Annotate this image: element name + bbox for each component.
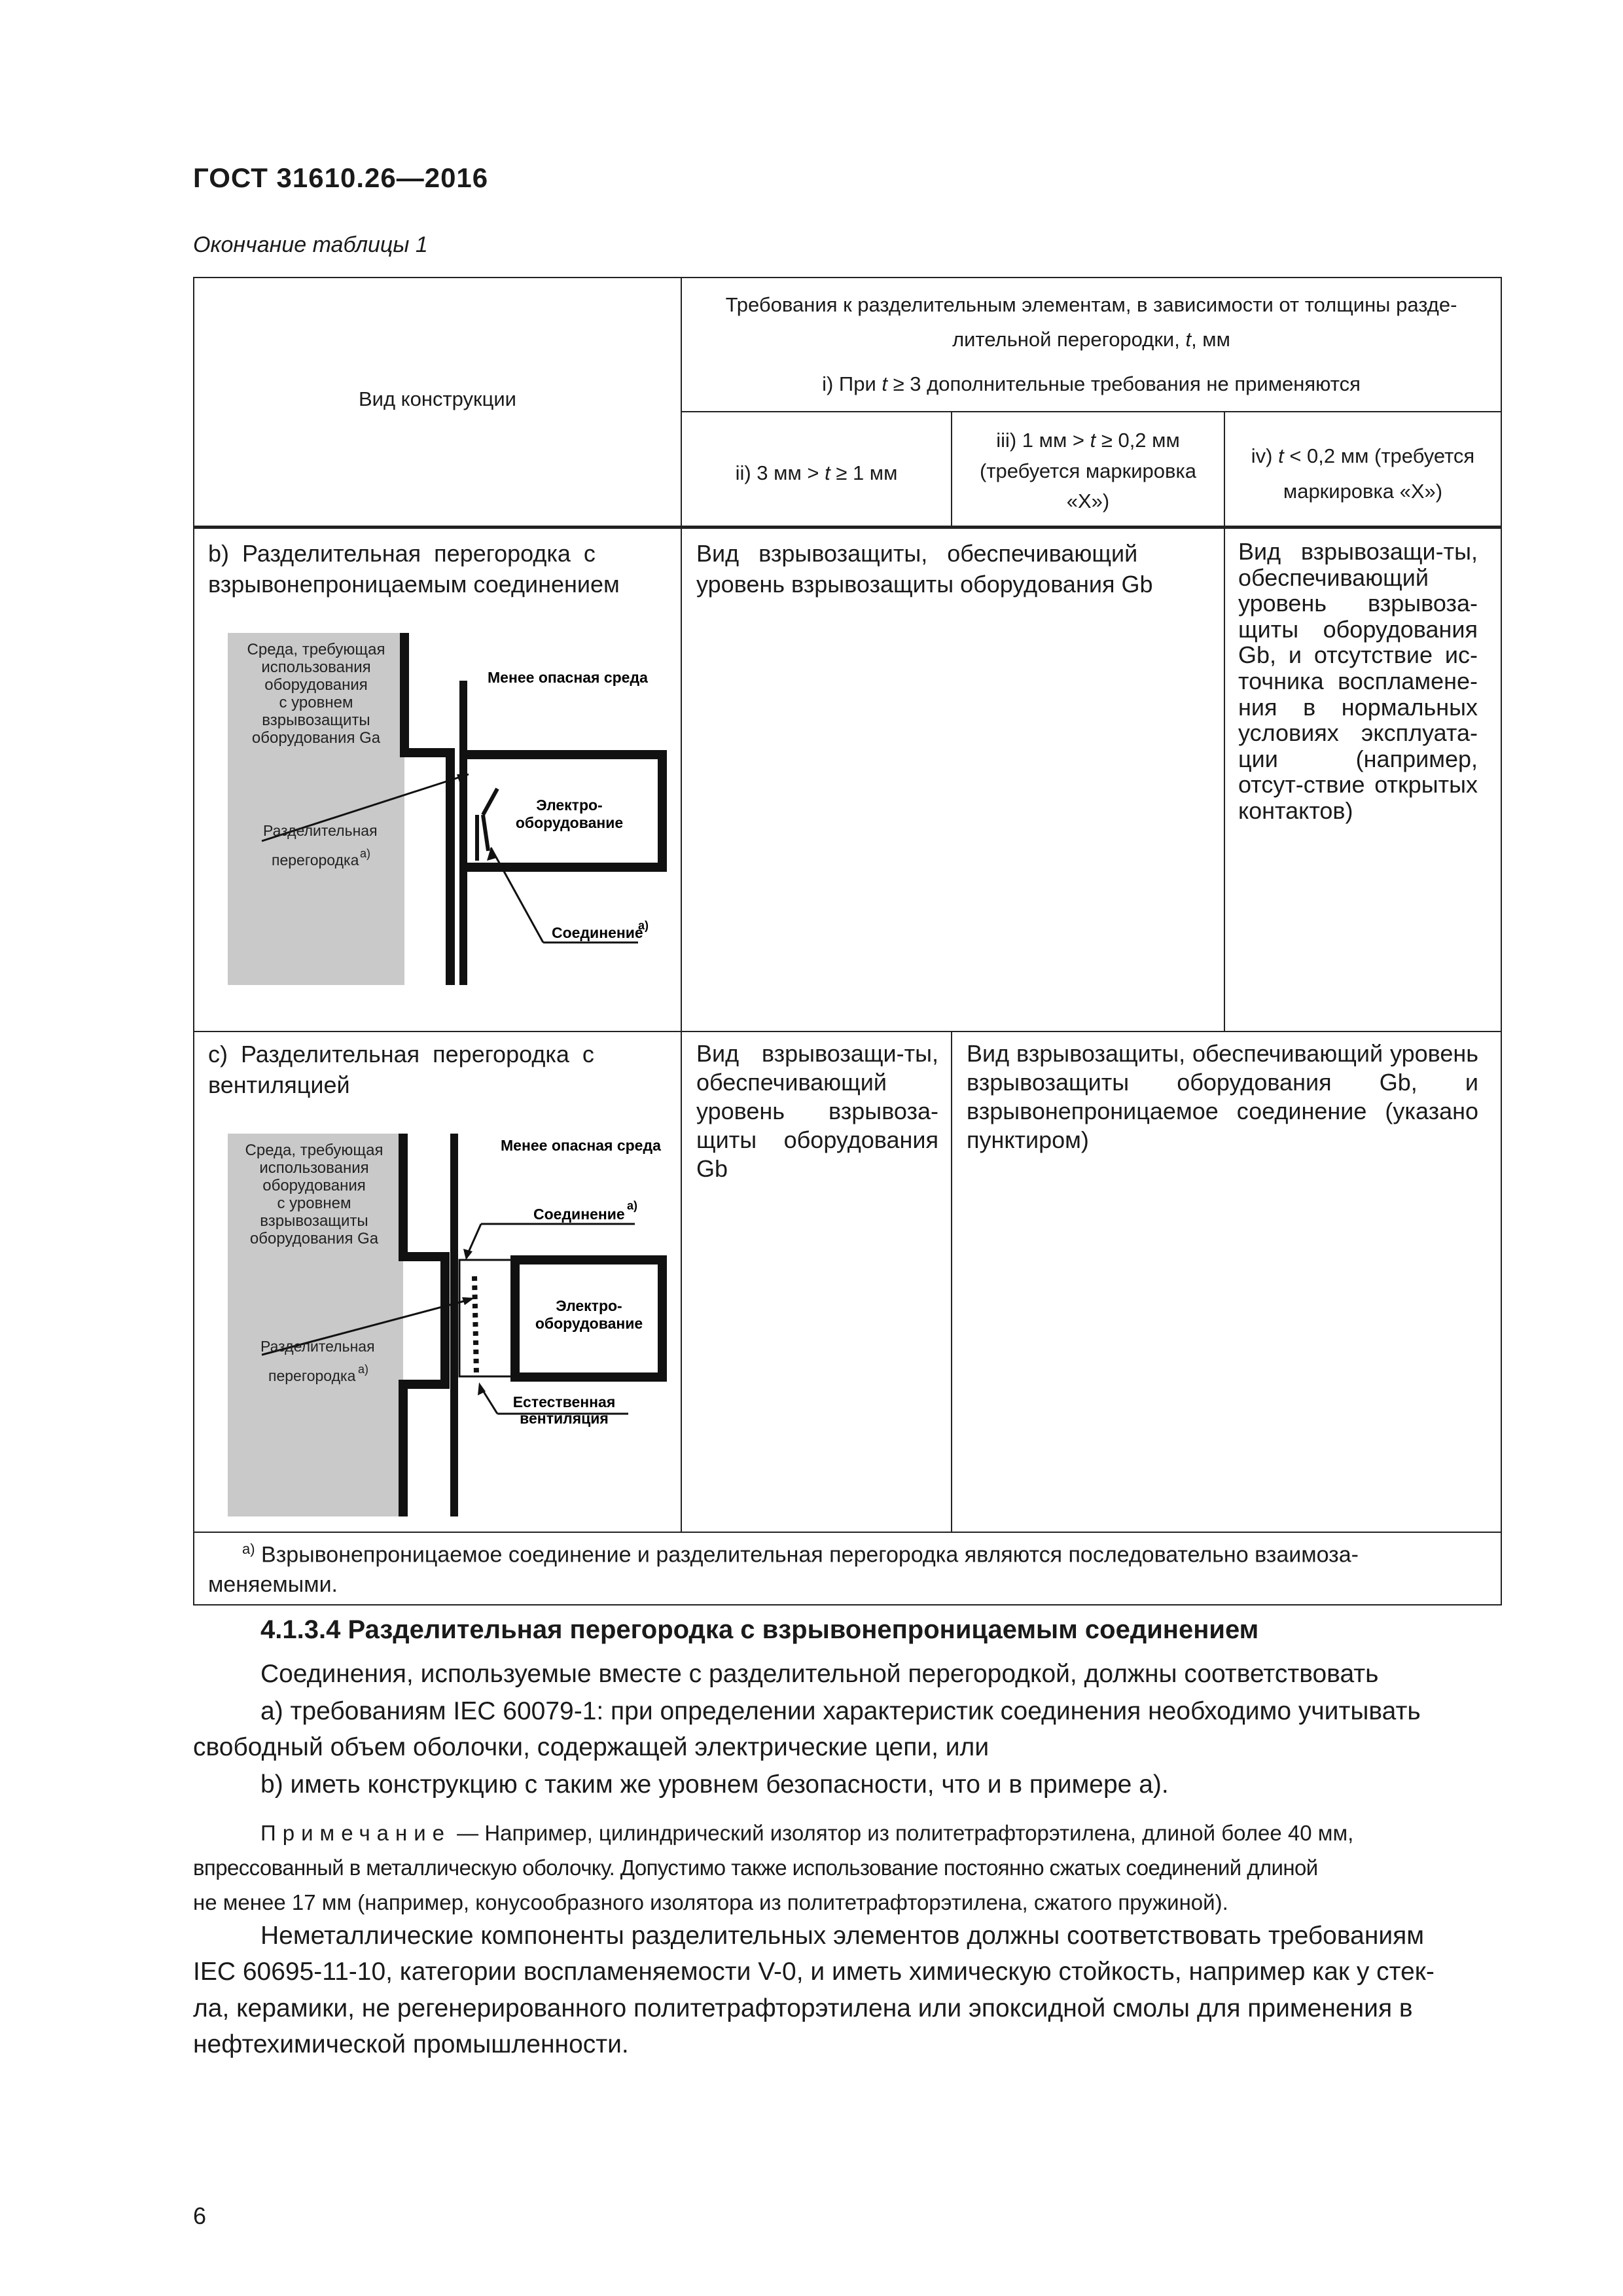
header-sub-iii: iii) 1 мм > t ≥ 0,2 мм (требуется маркировка «X»)	[980, 429, 1196, 512]
diagram-c-zone-text-5: взрывозащиты	[260, 1212, 368, 1230]
row-c-requirement-ii: Вид взрывозащи-ты, обеспечивающий уровень взрывоза-щиты оборудования Gb	[696, 1040, 938, 1182]
header-requirements-line1: Требования к разделительным элементам, в зависимости от толщины разде-	[725, 293, 1457, 316]
note: Примечание — Например, цилиндрический изолятор из политетрафторэтилена, длиной более 40 мм, впрессованный в металлическую оболочку. Допустимо также использование постоянно сжатых соединений длиной не менее 17 мм (например, конусообразного изолятора из политетрафторэтилена, сжатого пружиной).	[193, 1821, 1354, 1914]
diagram-b-partition-label-2: перегородка	[272, 852, 359, 869]
diagram-b-zone-text-5: взрывозащиты	[262, 711, 370, 729]
diagram-b-partition-sup: a)	[360, 847, 371, 860]
diagram-b-joint-sup: a)	[638, 919, 649, 932]
row-b-requirement-iv: Вид взрывозащи-ты, обеспечивающий уровень взрывоза-щиты оборудования Gb, и отсутствие ис-точника воспламене-ния в нормальных условиях эксплуата-ции (например, отсут-ствие открытых контактов)	[1238, 538, 1478, 824]
diagram-b-equipment-label-2: оборудование	[515, 814, 624, 831]
diagram-c-vent-label-2: вентиляция	[520, 1410, 609, 1427]
diagram-b-joint-label: Соединение	[552, 924, 643, 941]
diagram-ventilation	[223, 1126, 681, 1518]
diagram-b-partition-label-1: Разделительная	[263, 822, 378, 839]
diagram-b-zone-text-1: Среда, требующая	[247, 641, 385, 658]
paragraph-intro: Соединения, используемые вместе с разделительной перегородкой, должны соответствовать	[260, 1660, 1379, 1688]
document-code: ГОСТ 31610.26—2016	[193, 162, 489, 193]
section-heading: 4.1.3.4 Разделительная перегородка с взрывонепроницаемым соединением	[260, 1615, 1259, 1644]
table-footnote: $^{a)}$ Взрывонепроницаемое соединение и разделительная перегородка являются последовательно взаимоза- меняемыми.	[208, 1541, 1359, 1598]
diagram-c-zone-text-3: оборудования	[262, 1177, 366, 1194]
diagram-c-partition-label-1: Разделительная	[260, 1338, 375, 1355]
paragraph-item-a: a) требованиям IEC 60079-1: при определении характеристик соединения необходимо учитывать свободный объем оболочки, содержащей электрические цепи, или	[193, 1697, 1421, 1762]
header-sub-iv: iv) t < 0,2 мм (требуется маркировка «X»)	[1251, 444, 1475, 503]
header-requirements	[682, 288, 1501, 357]
paragraph-item-b: b) иметь конструкцию с таким же уровнем безопасности, что и в примере a).	[260, 1770, 1169, 1799]
row-c-title: c) Разделительная перегородка с вентиляцией	[208, 1041, 594, 1098]
diagram-c-partition-sup: a)	[358, 1363, 369, 1376]
diagram-c-equipment-label-1: Электро-	[556, 1297, 622, 1314]
diagram-b-zone-text-2: использования	[261, 658, 371, 676]
header-sub-i: i) При t ≥ 3 дополнительные требования не применяются	[822, 372, 1361, 395]
diagram-c-partition-label-2: перегородка	[268, 1367, 356, 1384]
diagram-c-joint-sup: a)	[627, 1199, 638, 1212]
page-number: 6	[193, 2202, 207, 2229]
diagram-c-zone-text-4: с уровнем	[277, 1194, 351, 1212]
header-requirements-line2: лительной перегородки, t, мм	[952, 327, 1230, 351]
table-caption: Окончание таблицы 1	[193, 232, 428, 257]
diagram-b-zone-text-4: с уровнем	[279, 694, 353, 711]
diagram-b-zone-text-3: оборудования	[264, 676, 368, 694]
diagram-c-equipment-label-2: оборудование	[535, 1315, 643, 1332]
row-b-title: b) Разделительная перегородка с взрывонепроницаемым соединением	[208, 540, 620, 598]
diagram-c-zone-text-1: Среда, требующая	[245, 1141, 383, 1159]
diagram-b-equipment-label-1: Электро-	[536, 797, 603, 814]
diagram-c-vent-label-1: Естественная	[512, 1393, 616, 1410]
diagram-b-zone-text-6: оборудования Ga	[251, 729, 381, 747]
note-label: Примечание	[260, 1821, 452, 1845]
diagram-c-zone-text-2: использования	[259, 1159, 369, 1177]
diagram-c-less-hazard-label: Менее опасная среда	[501, 1137, 661, 1154]
row-b-requirement-ii-iii: Вид взрывозащиты, обеспечивающий уровень взрывозащиты оборудования Gb	[696, 540, 1153, 598]
header-sub-ii: ii) 3 мм > t ≥ 1 мм	[735, 461, 898, 484]
diagram-c-joint-label: Соединение	[533, 1206, 625, 1223]
diagram-flameproof-joint	[223, 625, 681, 992]
row-c-requirement-iii-iv: Вид взрывозащиты, обеспечивающий уровень взрывозащиты оборудования Gb, и взрывонепроницаемое соединение (указано пунктиром)	[967, 1040, 1478, 1153]
diagram-c-zone-text-6: оборудования Ga	[249, 1230, 379, 1247]
header-construction-type: Вид конструкции	[358, 387, 516, 410]
diagram-b-less-hazard-label: Менее опасная среда	[488, 669, 648, 686]
paragraph-nonmetallic: Неметаллические компоненты разделительных элементов должны соответствовать требованиям IEC 60695-11-10, категории воспламеняемости V-0, и иметь химическую стойкость, например как у стек- ла, керамики, не регенерированного политетрафторэтилена или эпоксидной смолы для применения в нефтехимической промышленности.	[193, 1922, 1435, 2059]
